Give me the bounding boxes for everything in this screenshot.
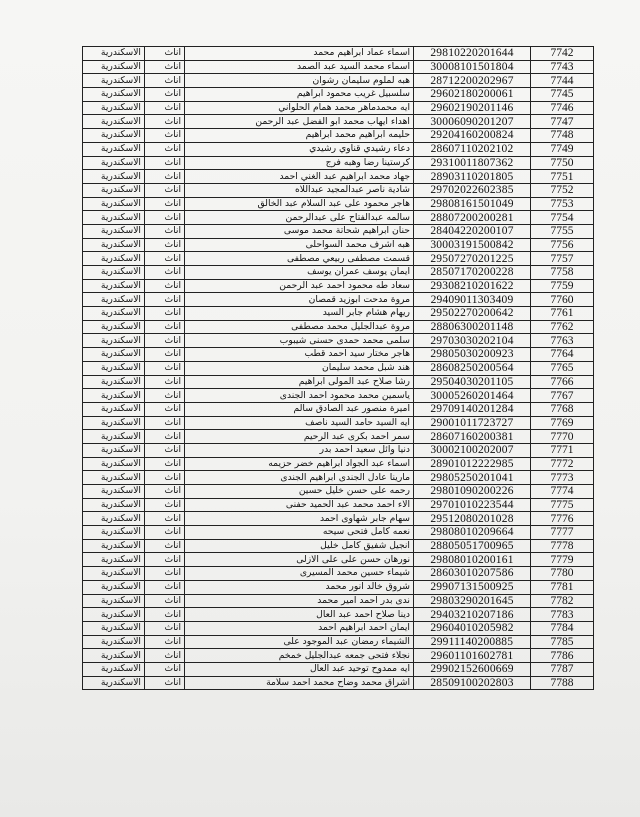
national-id-cell: 29502270200642 bbox=[414, 307, 531, 321]
name-cell: قسمت مصطفى ربيعي مصطفى bbox=[185, 252, 414, 266]
national-id-cell: 30005260201464 bbox=[414, 389, 531, 403]
governorate-cell: الاسكندرية bbox=[83, 512, 145, 526]
table-row bbox=[83, 60, 594, 74]
name-cell: هاجر محمود على عبد السلام عبد الخالق bbox=[185, 197, 414, 211]
governorate-cell: الاسكندرية bbox=[83, 430, 145, 444]
name-cell: دنيا وائل سعيد احمد بدر bbox=[185, 443, 414, 457]
table-row bbox=[83, 443, 594, 457]
national-id-cell: 28901012222985 bbox=[414, 457, 531, 471]
serial-number-cell: 7756 bbox=[531, 238, 594, 252]
governorate-cell: الاسكندرية bbox=[83, 594, 145, 608]
gender-cell: اناث bbox=[145, 60, 185, 74]
gender-cell: اناث bbox=[145, 47, 185, 61]
name-cell: اميرة منصور عبد الصادق سالم bbox=[185, 402, 414, 416]
name-cell: نجلاء فتحى جمعه عبدالجليل خمخم bbox=[185, 649, 414, 663]
gender-cell: اناث bbox=[145, 662, 185, 676]
national-id-cell: 29602180200061 bbox=[414, 88, 531, 102]
table-row bbox=[83, 512, 594, 526]
name-cell: الشيماء رمضان عبد الموجود على bbox=[185, 635, 414, 649]
governorate-cell: الاسكندرية bbox=[83, 567, 145, 581]
serial-number-cell: 7755 bbox=[531, 224, 594, 238]
governorate-cell: الاسكندرية bbox=[83, 526, 145, 540]
national-id-cell: 28806300201148 bbox=[414, 320, 531, 334]
gender-cell: اناث bbox=[145, 443, 185, 457]
gender-cell: اناث bbox=[145, 252, 185, 266]
governorate-cell: الاسكندرية bbox=[83, 307, 145, 321]
national-id-cell: 28507170200228 bbox=[414, 266, 531, 280]
serial-number-cell: 7752 bbox=[531, 183, 594, 197]
gender-cell: اناث bbox=[145, 348, 185, 362]
national-id-cell: 29702022602385 bbox=[414, 183, 531, 197]
table-row bbox=[83, 567, 594, 581]
gender-cell: اناث bbox=[145, 361, 185, 375]
national-id-cell: 28509100202803 bbox=[414, 676, 531, 690]
serial-number-cell: 7781 bbox=[531, 580, 594, 594]
national-id-cell: 29801090200226 bbox=[414, 485, 531, 499]
governorate-cell: الاسكندرية bbox=[83, 361, 145, 375]
governorate-cell: الاسكندرية bbox=[83, 402, 145, 416]
name-cell: اسماء عماد ابراهيم محمد bbox=[185, 47, 414, 61]
name-cell: هبه لملوم سليمان رشوان bbox=[185, 74, 414, 88]
name-cell: ياسمين محمد محمود احمد الجندى bbox=[185, 389, 414, 403]
table-row bbox=[83, 266, 594, 280]
national-id-cell: 28404220200107 bbox=[414, 224, 531, 238]
gender-cell: اناث bbox=[145, 115, 185, 129]
gender-cell: اناث bbox=[145, 197, 185, 211]
national-id-cell: 28603010207586 bbox=[414, 567, 531, 581]
governorate-cell: الاسكندرية bbox=[83, 389, 145, 403]
gender-cell: اناث bbox=[145, 621, 185, 635]
serial-number-cell: 7767 bbox=[531, 389, 594, 403]
governorate-cell: الاسكندرية bbox=[83, 649, 145, 663]
table-row bbox=[83, 580, 594, 594]
gender-cell: اناث bbox=[145, 156, 185, 170]
national-id-cell: 29308210201622 bbox=[414, 279, 531, 293]
national-id-cell: 28807200200281 bbox=[414, 211, 531, 225]
gender-cell: اناث bbox=[145, 457, 185, 471]
national-id-cell: 29602190201146 bbox=[414, 101, 531, 115]
gender-cell: اناث bbox=[145, 676, 185, 690]
name-cell: سعاد طه محمود احمد عبد الرحمن bbox=[185, 279, 414, 293]
name-cell: انجيل شفيق كامل خليل bbox=[185, 539, 414, 553]
governorate-cell: الاسكندرية bbox=[83, 635, 145, 649]
table-row bbox=[83, 608, 594, 622]
table-row bbox=[83, 662, 594, 676]
governorate-cell: الاسكندرية bbox=[83, 60, 145, 74]
table-row bbox=[83, 375, 594, 389]
name-cell: مارينا عادل الجندى ابراهيم الجندى bbox=[185, 471, 414, 485]
gender-cell: اناث bbox=[145, 498, 185, 512]
serial-number-cell: 7773 bbox=[531, 471, 594, 485]
name-cell: دعاء رشيدي قناوي رشيدي bbox=[185, 142, 414, 156]
table-row bbox=[83, 320, 594, 334]
name-cell: حنان ابراهيم شحاتة محمد موسى bbox=[185, 224, 414, 238]
gender-cell: اناث bbox=[145, 402, 185, 416]
table-row bbox=[83, 293, 594, 307]
serial-number-cell: 7761 bbox=[531, 307, 594, 321]
name-cell: نعمه كامل فتحى سيحه bbox=[185, 526, 414, 540]
name-cell: نورهان حسن على على الازلى bbox=[185, 553, 414, 567]
name-cell: مروة عبدالجليل محمد مصطفى bbox=[185, 320, 414, 334]
governorate-cell: الاسكندرية bbox=[83, 88, 145, 102]
governorate-cell: الاسكندرية bbox=[83, 266, 145, 280]
governorate-cell: الاسكندرية bbox=[83, 183, 145, 197]
serial-number-cell: 7753 bbox=[531, 197, 594, 211]
gender-cell: اناث bbox=[145, 224, 185, 238]
national-id-cell: 30002100202007 bbox=[414, 443, 531, 457]
serial-number-cell: 7757 bbox=[531, 252, 594, 266]
serial-number-cell: 7771 bbox=[531, 443, 594, 457]
name-cell: رحمه على حسن خليل حسين bbox=[185, 485, 414, 499]
national-id-cell: 29701010223544 bbox=[414, 498, 531, 512]
table-row bbox=[83, 211, 594, 225]
governorate-cell: الاسكندرية bbox=[83, 539, 145, 553]
gender-cell: اناث bbox=[145, 88, 185, 102]
national-id-cell: 29512080201028 bbox=[414, 512, 531, 526]
table-row bbox=[83, 485, 594, 499]
serial-number-cell: 7788 bbox=[531, 676, 594, 690]
table-row bbox=[83, 197, 594, 211]
table-row bbox=[83, 649, 594, 663]
table-row bbox=[83, 457, 594, 471]
gender-cell: اناث bbox=[145, 553, 185, 567]
gender-cell: اناث bbox=[145, 279, 185, 293]
gender-cell: اناث bbox=[145, 526, 185, 540]
table-body bbox=[83, 47, 594, 690]
gender-cell: اناث bbox=[145, 183, 185, 197]
gender-cell: اناث bbox=[145, 635, 185, 649]
table-row bbox=[83, 498, 594, 512]
serial-number-cell: 7787 bbox=[531, 662, 594, 676]
name-cell: اسماء محمد السيد عبد الصمد bbox=[185, 60, 414, 74]
governorate-cell: الاسكندرية bbox=[83, 170, 145, 184]
table-row bbox=[83, 224, 594, 238]
governorate-cell: الاسكندرية bbox=[83, 662, 145, 676]
serial-number-cell: 7742 bbox=[531, 47, 594, 61]
name-cell: هند شبل محمد سليمان bbox=[185, 361, 414, 375]
gender-cell: اناث bbox=[145, 430, 185, 444]
serial-number-cell: 7763 bbox=[531, 334, 594, 348]
governorate-cell: الاسكندرية bbox=[83, 211, 145, 225]
gender-cell: اناث bbox=[145, 334, 185, 348]
national-id-cell: 29805030200923 bbox=[414, 348, 531, 362]
table-row bbox=[83, 361, 594, 375]
governorate-cell: الاسكندرية bbox=[83, 375, 145, 389]
governorate-cell: الاسكندرية bbox=[83, 197, 145, 211]
national-id-cell: 29507270201225 bbox=[414, 252, 531, 266]
gender-cell: اناث bbox=[145, 211, 185, 225]
serial-number-cell: 7775 bbox=[531, 498, 594, 512]
national-id-cell: 30008101501804 bbox=[414, 60, 531, 74]
national-id-cell: 29601101602781 bbox=[414, 649, 531, 663]
gender-cell: اناث bbox=[145, 170, 185, 184]
national-id-cell: 28607110202102 bbox=[414, 142, 531, 156]
governorate-cell: الاسكندرية bbox=[83, 457, 145, 471]
name-cell: ايمان يوسف عمران يوسف bbox=[185, 266, 414, 280]
table-row bbox=[83, 526, 594, 540]
name-cell: ريهام هشام جابر السيد bbox=[185, 307, 414, 321]
name-cell: حليمه ابراهيم محمد ابراهيم bbox=[185, 129, 414, 143]
name-cell: اهداء ايهاب محمد ابو الفضل عبد الرحمن bbox=[185, 115, 414, 129]
name-cell: جهاد محمد ابراهيم عبد الغني احمد bbox=[185, 170, 414, 184]
serial-number-cell: 7783 bbox=[531, 608, 594, 622]
name-cell: شادية ناصر عبدالمجيد عبداللاه bbox=[185, 183, 414, 197]
serial-number-cell: 7782 bbox=[531, 594, 594, 608]
gender-cell: اناث bbox=[145, 101, 185, 115]
national-id-cell: 28903110201805 bbox=[414, 170, 531, 184]
names-table bbox=[82, 46, 594, 690]
national-id-cell: 29709140201284 bbox=[414, 402, 531, 416]
gender-cell: اناث bbox=[145, 129, 185, 143]
table-container bbox=[82, 46, 593, 690]
name-cell: سلسبيل غريب محمود ابراهيم bbox=[185, 88, 414, 102]
table-row bbox=[83, 430, 594, 444]
serial-number-cell: 7785 bbox=[531, 635, 594, 649]
gender-cell: اناث bbox=[145, 307, 185, 321]
name-cell: ايمان احمد ابراهيم احمد bbox=[185, 621, 414, 635]
governorate-cell: الاسكندرية bbox=[83, 129, 145, 143]
serial-number-cell: 7750 bbox=[531, 156, 594, 170]
national-id-cell: 29803290201645 bbox=[414, 594, 531, 608]
national-id-cell: 29403210207186 bbox=[414, 608, 531, 622]
serial-number-cell: 7762 bbox=[531, 320, 594, 334]
governorate-cell: الاسكندرية bbox=[83, 293, 145, 307]
gender-cell: اناث bbox=[145, 594, 185, 608]
serial-number-cell: 7748 bbox=[531, 129, 594, 143]
governorate-cell: الاسكندرية bbox=[83, 142, 145, 156]
governorate-cell: الاسكندرية bbox=[83, 238, 145, 252]
table-row bbox=[83, 389, 594, 403]
governorate-cell: الاسكندرية bbox=[83, 334, 145, 348]
national-id-cell: 29504030201105 bbox=[414, 375, 531, 389]
serial-number-cell: 7774 bbox=[531, 485, 594, 499]
national-id-cell: 29604010205982 bbox=[414, 621, 531, 635]
gender-cell: اناث bbox=[145, 512, 185, 526]
gender-cell: اناث bbox=[145, 293, 185, 307]
gender-cell: اناث bbox=[145, 608, 185, 622]
national-id-cell: 29310011807362 bbox=[414, 156, 531, 170]
national-id-cell: 29409011303409 bbox=[414, 293, 531, 307]
name-cell: سهام جابر شهاوى احمد bbox=[185, 512, 414, 526]
national-id-cell: 29808010209664 bbox=[414, 526, 531, 540]
table-row bbox=[83, 279, 594, 293]
serial-number-cell: 7759 bbox=[531, 279, 594, 293]
table-row bbox=[83, 47, 594, 61]
name-cell: شروق خالد انور محمد bbox=[185, 580, 414, 594]
serial-number-cell: 7758 bbox=[531, 266, 594, 280]
serial-number-cell: 7746 bbox=[531, 101, 594, 115]
table-row bbox=[83, 115, 594, 129]
table-row bbox=[83, 238, 594, 252]
serial-number-cell: 7747 bbox=[531, 115, 594, 129]
table-row bbox=[83, 539, 594, 553]
national-id-cell: 29805250201041 bbox=[414, 471, 531, 485]
governorate-cell: الاسكندرية bbox=[83, 485, 145, 499]
table-row bbox=[83, 594, 594, 608]
gender-cell: اناث bbox=[145, 389, 185, 403]
name-cell: ايه السيد حامد السيد ناصف bbox=[185, 416, 414, 430]
table-row bbox=[83, 252, 594, 266]
governorate-cell: الاسكندرية bbox=[83, 348, 145, 362]
serial-number-cell: 7764 bbox=[531, 348, 594, 362]
name-cell: ايه محمدماهر محمد همام الحلواني bbox=[185, 101, 414, 115]
name-cell: رشا صلاح عبد المولى ابراهيم bbox=[185, 375, 414, 389]
name-cell: مروة مدحت ابوزيد قمصان bbox=[185, 293, 414, 307]
table-row bbox=[83, 635, 594, 649]
governorate-cell: الاسكندرية bbox=[83, 115, 145, 129]
name-cell: الاء احمد محمد عبد الحميد حفنى bbox=[185, 498, 414, 512]
table-row bbox=[83, 676, 594, 690]
gender-cell: اناث bbox=[145, 375, 185, 389]
serial-number-cell: 7760 bbox=[531, 293, 594, 307]
name-cell: ندى بدر احمد امير محمد bbox=[185, 594, 414, 608]
governorate-cell: الاسكندرية bbox=[83, 676, 145, 690]
governorate-cell: الاسكندرية bbox=[83, 553, 145, 567]
national-id-cell: 29703030202104 bbox=[414, 334, 531, 348]
name-cell: هاجر مختار سيد احمد قطب bbox=[185, 348, 414, 362]
governorate-cell: الاسكندرية bbox=[83, 47, 145, 61]
governorate-cell: الاسكندرية bbox=[83, 101, 145, 115]
governorate-cell: الاسكندرية bbox=[83, 279, 145, 293]
gender-cell: اناث bbox=[145, 142, 185, 156]
gender-cell: اناث bbox=[145, 567, 185, 581]
name-cell: ايه ممدوح توحيد عبد العال bbox=[185, 662, 414, 676]
table-row bbox=[83, 553, 594, 567]
name-cell: كرستينا رضا وهبه فرج bbox=[185, 156, 414, 170]
national-id-cell: 29808010200161 bbox=[414, 553, 531, 567]
governorate-cell: الاسكندرية bbox=[83, 580, 145, 594]
table-row bbox=[83, 416, 594, 430]
serial-number-cell: 7744 bbox=[531, 74, 594, 88]
table-row bbox=[83, 402, 594, 416]
serial-number-cell: 7777 bbox=[531, 526, 594, 540]
national-id-cell: 28608250200564 bbox=[414, 361, 531, 375]
national-id-cell: 28712200202967 bbox=[414, 74, 531, 88]
gender-cell: اناث bbox=[145, 266, 185, 280]
national-id-cell: 29810220201644 bbox=[414, 47, 531, 61]
table-row bbox=[83, 471, 594, 485]
serial-number-cell: 7766 bbox=[531, 375, 594, 389]
name-cell: اشراق محمد وضاح محمد احمد سلامة bbox=[185, 676, 414, 690]
serial-number-cell: 7786 bbox=[531, 649, 594, 663]
table-row bbox=[83, 142, 594, 156]
gender-cell: اناث bbox=[145, 471, 185, 485]
national-id-cell: 29204160200824 bbox=[414, 129, 531, 143]
gender-cell: اناث bbox=[145, 238, 185, 252]
name-cell: هبه اشرف محمد السواحلى bbox=[185, 238, 414, 252]
governorate-cell: الاسكندرية bbox=[83, 156, 145, 170]
name-cell: شيماء حسين محمد المسيرى bbox=[185, 567, 414, 581]
serial-number-cell: 7779 bbox=[531, 553, 594, 567]
gender-cell: اناث bbox=[145, 539, 185, 553]
table-row bbox=[83, 129, 594, 143]
serial-number-cell: 7745 bbox=[531, 88, 594, 102]
governorate-cell: الاسكندرية bbox=[83, 498, 145, 512]
name-cell: سلمى محمد حمدى حسنى شيبوب bbox=[185, 334, 414, 348]
name-cell: سالمه عبدالفتاح على عبدالرحمن bbox=[185, 211, 414, 225]
serial-number-cell: 7772 bbox=[531, 457, 594, 471]
table-row bbox=[83, 156, 594, 170]
gender-cell: اناث bbox=[145, 320, 185, 334]
national-id-cell: 28805051700965 bbox=[414, 539, 531, 553]
governorate-cell: الاسكندرية bbox=[83, 252, 145, 266]
governorate-cell: الاسكندرية bbox=[83, 621, 145, 635]
name-cell: اسماء عبد الجواد ابراهيم خضر حزيمه bbox=[185, 457, 414, 471]
serial-number-cell: 7749 bbox=[531, 142, 594, 156]
serial-number-cell: 7765 bbox=[531, 361, 594, 375]
serial-number-cell: 7780 bbox=[531, 567, 594, 581]
national-id-cell: 30003191500842 bbox=[414, 238, 531, 252]
table-row bbox=[83, 101, 594, 115]
gender-cell: اناث bbox=[145, 649, 185, 663]
serial-number-cell: 7768 bbox=[531, 402, 594, 416]
table-row bbox=[83, 334, 594, 348]
governorate-cell: الاسكندرية bbox=[83, 320, 145, 334]
serial-number-cell: 7784 bbox=[531, 621, 594, 635]
national-id-cell: 29907131500925 bbox=[414, 580, 531, 594]
national-id-cell: 29001011723727 bbox=[414, 416, 531, 430]
national-id-cell: 30006090201207 bbox=[414, 115, 531, 129]
governorate-cell: الاسكندرية bbox=[83, 224, 145, 238]
table-row bbox=[83, 74, 594, 88]
serial-number-cell: 7770 bbox=[531, 430, 594, 444]
serial-number-cell: 7778 bbox=[531, 539, 594, 553]
serial-number-cell: 7754 bbox=[531, 211, 594, 225]
gender-cell: اناث bbox=[145, 416, 185, 430]
governorate-cell: الاسكندرية bbox=[83, 608, 145, 622]
serial-number-cell: 7776 bbox=[531, 512, 594, 526]
table-row bbox=[83, 88, 594, 102]
national-id-cell: 29808161501049 bbox=[414, 197, 531, 211]
table-row bbox=[83, 183, 594, 197]
table-row bbox=[83, 307, 594, 321]
gender-cell: اناث bbox=[145, 74, 185, 88]
gender-cell: اناث bbox=[145, 580, 185, 594]
governorate-cell: الاسكندرية bbox=[83, 471, 145, 485]
national-id-cell: 29902152600669 bbox=[414, 662, 531, 676]
name-cell: دينا صلاح احمد عبد العال bbox=[185, 608, 414, 622]
name-cell: سمر احمد بكرى عبد الرحيم bbox=[185, 430, 414, 444]
serial-number-cell: 7751 bbox=[531, 170, 594, 184]
table-row bbox=[83, 621, 594, 635]
governorate-cell: الاسكندرية bbox=[83, 416, 145, 430]
table-row bbox=[83, 170, 594, 184]
serial-number-cell: 7769 bbox=[531, 416, 594, 430]
governorate-cell: الاسكندرية bbox=[83, 74, 145, 88]
gender-cell: اناث bbox=[145, 485, 185, 499]
national-id-cell: 29911140200885 bbox=[414, 635, 531, 649]
governorate-cell: الاسكندرية bbox=[83, 443, 145, 457]
table-row bbox=[83, 348, 594, 362]
national-id-cell: 28607160200381 bbox=[414, 430, 531, 444]
serial-number-cell: 7743 bbox=[531, 60, 594, 74]
